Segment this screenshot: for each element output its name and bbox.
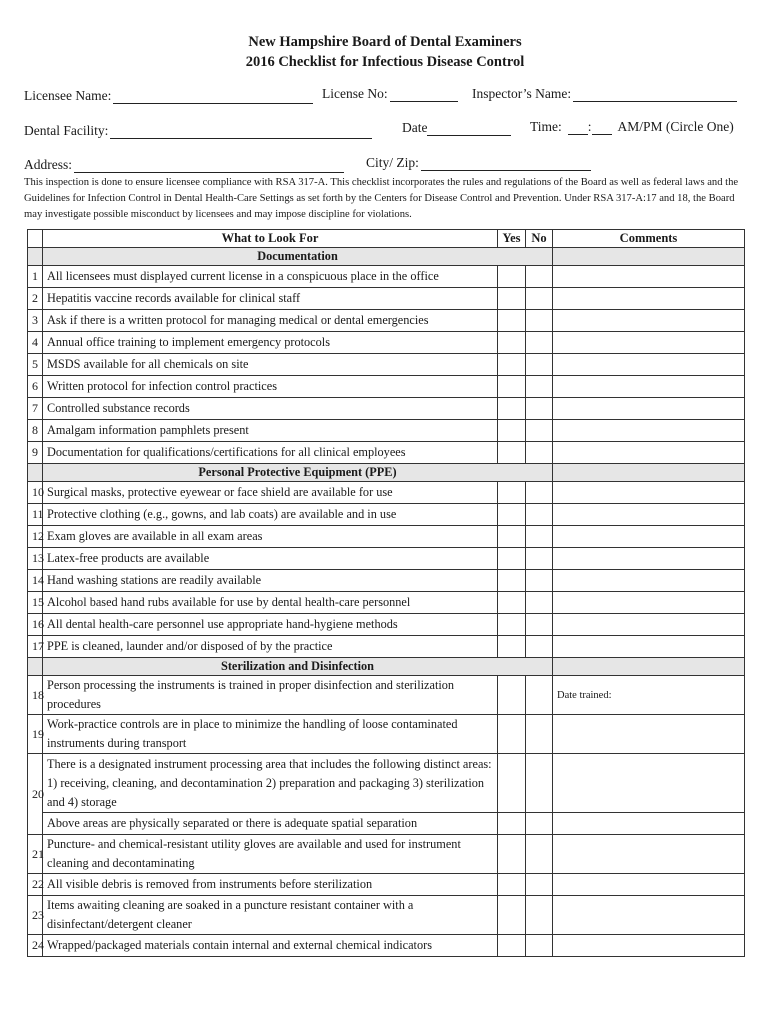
table-row <box>28 835 745 874</box>
item-number: 18 <box>28 676 43 715</box>
item-number: 17 <box>28 636 43 658</box>
item-text: Ask if there is a written protocol for managing medical or dental emergencies <box>43 310 498 332</box>
comment-cell[interactable] <box>553 332 745 354</box>
item-number: 20 <box>28 754 43 835</box>
item-number: 13 <box>28 548 43 570</box>
table-row <box>28 442 745 464</box>
table-row <box>28 813 745 835</box>
comment-cell[interactable] <box>553 636 745 658</box>
item-text-secondary: Above areas are physically separated or there is adequate spatial separation <box>43 813 498 835</box>
date-field[interactable] <box>402 120 511 136</box>
item-number: 19 <box>28 715 43 754</box>
time-minute-line[interactable] <box>592 121 612 135</box>
section-ppe: Personal Protective Equipment (PPE) <box>43 464 553 482</box>
item-text: Alcohol based hand rubs available for use by dental health-care personnel <box>43 592 498 614</box>
yes-cell[interactable] <box>498 570 526 592</box>
no-cell[interactable] <box>526 835 553 874</box>
comment-cell[interactable] <box>553 420 745 442</box>
section-documentation: Documentation <box>43 248 553 266</box>
time-hour-line[interactable] <box>568 121 588 135</box>
comment-cell[interactable] <box>553 874 745 896</box>
licensee-name-field[interactable] <box>24 88 313 104</box>
no-cell[interactable] <box>526 614 553 636</box>
table-row <box>28 288 745 310</box>
item-text: All dental health-care personnel use appropriate hand-hygiene methods <box>43 614 498 636</box>
date-line[interactable] <box>427 122 511 136</box>
no-cell[interactable] <box>526 754 553 813</box>
item-number: 6 <box>28 376 43 398</box>
no-cell[interactable] <box>526 676 553 715</box>
item-number: 21 <box>28 835 43 874</box>
item-number: 10 <box>28 482 43 504</box>
item-number: 24 <box>28 935 43 957</box>
yes-cell[interactable] <box>498 420 526 442</box>
no-cell[interactable] <box>526 896 553 935</box>
document-subtitle: 2016 Checklist for Infectious Disease Control <box>245 54 525 70</box>
yes-cell[interactable] <box>498 614 526 636</box>
yes-cell[interactable] <box>498 874 526 896</box>
yes-cell[interactable] <box>498 332 526 354</box>
document-title: New Hampshire Board of Dental Examiners <box>248 34 522 50</box>
comment-cell[interactable] <box>553 813 745 835</box>
item-text: All licensees must displayed current license in a conspicuous place in the office <box>43 266 498 288</box>
item-text: Work-practice controls are in place to minimize the handling of loose contaminated instruments during transport <box>43 715 498 754</box>
comment-cell[interactable] <box>553 754 745 813</box>
item-number: 16 <box>28 614 43 636</box>
intro-paragraph: This inspection is done to ensure licensee compliance with RSA 317-A. This checklist incorporates the rules and regulations of the Board as well as federal laws and the Guidelines for Infection Control in Dental Health-Care Settings as set forth by the Centers for Disease Control and Prevention. Under RSA 317-A:17 and 18, the Board may investigate possible misconduct by licensees and may impose discipline for violations. <box>24 177 739 220</box>
yes-cell[interactable] <box>498 636 526 658</box>
item-number: 22 <box>28 874 43 896</box>
header-what: What to Look For <box>43 230 498 248</box>
item-text: Hand washing stations are readily available <box>43 570 498 592</box>
comment-cell[interactable] <box>553 592 745 614</box>
item-number: 2 <box>28 288 43 310</box>
comment-cell[interactable] <box>553 548 745 570</box>
item-number: 7 <box>28 398 43 420</box>
address-label: Address: <box>24 157 72 172</box>
section-row-sterilization <box>28 658 745 676</box>
table-row <box>28 592 745 614</box>
table-row <box>28 935 745 957</box>
yes-cell[interactable] <box>498 548 526 570</box>
no-cell[interactable] <box>526 288 553 310</box>
table-row <box>28 676 745 715</box>
item-text: MSDS available for all chemicals on site <box>43 354 498 376</box>
section-sterilization: Sterilization and Disinfection <box>43 658 553 676</box>
item-text: Latex-free products are available <box>43 548 498 570</box>
item-number: 5 <box>28 354 43 376</box>
yes-cell[interactable] <box>498 526 526 548</box>
no-cell[interactable] <box>526 504 553 526</box>
licensee-name-label: Licensee Name: <box>24 88 112 103</box>
dental-facility-line[interactable] <box>110 125 372 139</box>
table-row <box>28 896 745 935</box>
item-number: 3 <box>28 310 43 332</box>
yes-cell[interactable] <box>498 715 526 754</box>
item-text: Hepatitis vaccine records available for clinical staff <box>43 288 498 310</box>
table-row <box>28 754 745 813</box>
table-row <box>28 310 745 332</box>
table-row <box>28 526 745 548</box>
yes-cell[interactable] <box>498 813 526 835</box>
time-field[interactable] <box>530 119 734 135</box>
no-cell[interactable] <box>526 354 553 376</box>
license-no-line[interactable] <box>390 88 458 102</box>
yes-cell[interactable] <box>498 754 526 813</box>
header-yes: Yes <box>498 230 526 248</box>
address-field[interactable] <box>24 157 344 173</box>
item-number: 8 <box>28 420 43 442</box>
no-cell[interactable] <box>526 526 553 548</box>
item-number: 15 <box>28 592 43 614</box>
checklist-table <box>27 229 745 957</box>
no-cell[interactable] <box>526 398 553 420</box>
table-row <box>28 874 745 896</box>
yes-cell[interactable] <box>498 376 526 398</box>
header-num <box>28 230 43 248</box>
comment-cell[interactable] <box>553 935 745 957</box>
section-row-ppe <box>28 464 745 482</box>
table-row <box>28 636 745 658</box>
address-line[interactable] <box>74 159 344 173</box>
no-cell[interactable] <box>526 592 553 614</box>
no-cell[interactable] <box>526 935 553 957</box>
comment-cell[interactable] <box>553 310 745 332</box>
inspector-name-field[interactable] <box>472 86 737 102</box>
license-no-field[interactable] <box>322 86 458 102</box>
yes-cell[interactable] <box>498 935 526 957</box>
item-text: Surgical masks, protective eyewear or face shield are available for use <box>43 482 498 504</box>
table-row <box>28 398 745 420</box>
yes-cell[interactable] <box>498 398 526 420</box>
license-no-label: License No: <box>322 86 388 101</box>
item-text: Puncture- and chemical-resistant utility gloves are available and used for instrument cleaning and decontaminating <box>43 835 498 874</box>
comment-cell[interactable] <box>553 614 745 636</box>
comment-cell[interactable] <box>553 504 745 526</box>
no-cell[interactable] <box>526 310 553 332</box>
table-row <box>28 614 745 636</box>
no-cell[interactable] <box>526 420 553 442</box>
no-cell[interactable] <box>526 636 553 658</box>
table-row <box>28 482 745 504</box>
item-number: 1 <box>28 266 43 288</box>
item-text: Person processing the instruments is trained in proper disinfection and sterilization procedures <box>43 676 498 715</box>
table-row <box>28 376 745 398</box>
dental-facility-field[interactable] <box>24 123 372 139</box>
item-number: 9 <box>28 442 43 464</box>
header-comments: Comments <box>553 230 745 248</box>
table-row <box>28 504 745 526</box>
ampm-label[interactable]: AM/PM (Circle One) <box>617 119 734 134</box>
comment-cell[interactable] <box>553 715 745 754</box>
item-text: PPE is cleaned, launder and/or disposed of by the practice <box>43 636 498 658</box>
yes-cell[interactable] <box>498 442 526 464</box>
dental-facility-label: Dental Facility: <box>24 123 109 138</box>
no-cell[interactable] <box>526 442 553 464</box>
table-header-row <box>28 230 745 248</box>
section-row-documentation <box>28 248 745 266</box>
item-text: Annual office training to implement emergency protocols <box>43 332 498 354</box>
table-row <box>28 570 745 592</box>
table-row <box>28 715 745 754</box>
city-zip-line[interactable] <box>421 157 591 171</box>
city-zip-field[interactable] <box>366 155 591 171</box>
item-text: Wrapped/packaged materials contain internal and external chemical indicators <box>43 935 498 957</box>
table-row <box>28 420 745 442</box>
yes-cell[interactable] <box>498 504 526 526</box>
no-cell[interactable] <box>526 813 553 835</box>
item-text: Written protocol for infection control practices <box>43 376 498 398</box>
header-no: No <box>526 230 553 248</box>
yes-cell[interactable] <box>498 310 526 332</box>
time-label: Time: <box>530 119 562 134</box>
item-text: Controlled substance records <box>43 398 498 420</box>
no-cell[interactable] <box>526 548 553 570</box>
table-row <box>28 354 745 376</box>
inspector-name-line[interactable] <box>573 88 737 102</box>
no-cell[interactable] <box>526 332 553 354</box>
no-cell[interactable] <box>526 266 553 288</box>
yes-cell[interactable] <box>498 482 526 504</box>
inspector-name-label: Inspector’s Name: <box>472 86 572 101</box>
item-number: 12 <box>28 526 43 548</box>
no-cell[interactable] <box>526 482 553 504</box>
comment-cell[interactable] <box>553 288 745 310</box>
comment-cell[interactable] <box>553 896 745 935</box>
item-number: 23 <box>28 896 43 935</box>
item-text: Protective clothing (e.g., gowns, and lab coats) are available and in use <box>43 504 498 526</box>
city-zip-label: City/ Zip: <box>366 155 419 170</box>
table-row <box>28 548 745 570</box>
comment-cell[interactable]: Date trained: <box>553 676 745 715</box>
time-separator: : <box>587 119 592 134</box>
no-cell[interactable] <box>526 874 553 896</box>
comment-cell[interactable] <box>553 398 745 420</box>
comment-cell[interactable] <box>553 835 745 874</box>
table-row <box>28 332 745 354</box>
item-text: There is a designated instrument processing area that includes the following distinct areas: 1) receiving, cleaning, and decontamination 2) preparation and packaging 3) sterilization and 4) storage <box>43 754 498 813</box>
item-text: Documentation for qualifications/certifications for all clinical employees <box>43 442 498 464</box>
yes-cell[interactable] <box>498 592 526 614</box>
comment-cell[interactable] <box>553 266 745 288</box>
licensee-name-line[interactable] <box>113 90 313 104</box>
item-number: 14 <box>28 570 43 592</box>
table-row <box>28 266 745 288</box>
item-number: 4 <box>28 332 43 354</box>
yes-cell[interactable] <box>498 288 526 310</box>
item-text: All visible debris is removed from instruments before sterilization <box>43 874 498 896</box>
item-text: Exam gloves are available in all exam areas <box>43 526 498 548</box>
comment-cell[interactable] <box>553 442 745 464</box>
comment-cell[interactable] <box>553 526 745 548</box>
item-text: Items awaiting cleaning are soaked in a puncture resistant container with a disinfectant/detergent cleaner <box>43 896 498 935</box>
item-number: 11 <box>28 504 43 526</box>
yes-cell[interactable] <box>498 676 526 715</box>
yes-cell[interactable] <box>498 266 526 288</box>
comment-cell[interactable] <box>553 376 745 398</box>
no-cell[interactable] <box>526 570 553 592</box>
yes-cell[interactable] <box>498 354 526 376</box>
no-cell[interactable] <box>526 376 553 398</box>
no-cell[interactable] <box>526 715 553 754</box>
yes-cell[interactable] <box>498 896 526 935</box>
yes-cell[interactable] <box>498 835 526 874</box>
date-label: Date <box>402 120 428 135</box>
comment-cell[interactable] <box>553 482 745 504</box>
comment-cell[interactable] <box>553 354 745 376</box>
item-text: Amalgam information pamphlets present <box>43 420 498 442</box>
comment-cell[interactable] <box>553 570 745 592</box>
